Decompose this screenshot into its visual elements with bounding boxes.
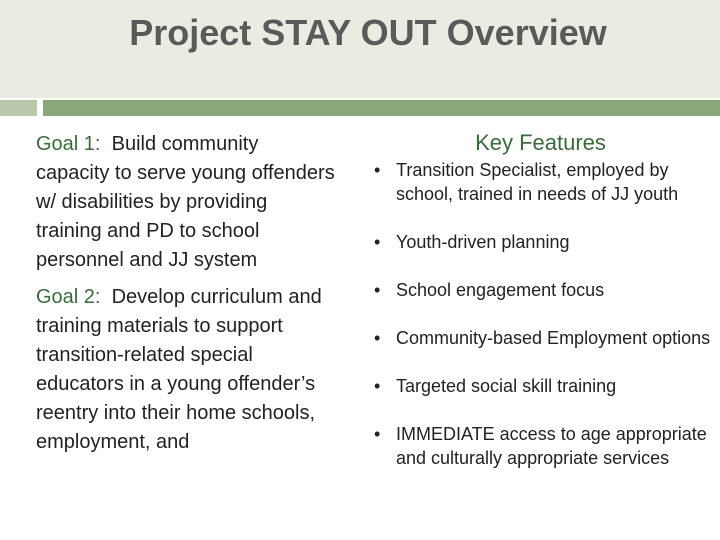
- bullet-icon: •: [374, 328, 381, 348]
- bullet-icon: •: [374, 376, 381, 396]
- divider-accent-light: [0, 100, 37, 116]
- feature-item: [368, 230, 713, 254]
- goal-1-text: Build community capacity to serve young offenders w/ disabilities by providing training and PD to school personnel and JJ system: [36, 133, 335, 271]
- feature-text: IMMEDIATE access to age appropriate and culturally appropriate services: [396, 424, 707, 468]
- feature-text: Targeted social skill training: [396, 376, 617, 396]
- feature-text: Youth-driven planning: [396, 232, 570, 252]
- bullet-icon: •: [374, 280, 381, 300]
- goal-2-label: Goal 2:: [36, 286, 101, 308]
- goals-column: [36, 130, 336, 465]
- feature-item: [368, 422, 713, 470]
- bullet-icon: •: [374, 160, 381, 180]
- bullet-icon: •: [374, 232, 381, 252]
- feature-item: [368, 326, 713, 350]
- goal-2: [36, 283, 336, 457]
- feature-item: [368, 158, 713, 206]
- key-features-title: Key Features: [475, 130, 606, 155]
- goal-2-text: Develop curriculum and training materials to support transition-related special educators in a young offender’s reentry into their home schools, employment, and: [36, 286, 322, 453]
- key-features-column: [368, 130, 713, 494]
- feature-text: Transition Specialist, employed by school, trained in needs of JJ youth: [396, 160, 679, 204]
- feature-text: Community-based Employment options: [396, 328, 711, 348]
- feature-item: [368, 374, 713, 398]
- slide-title: Project STAY OUT Overview: [129, 12, 607, 53]
- feature-text: School engagement focus: [396, 280, 605, 300]
- bullet-icon: •: [374, 424, 381, 444]
- divider-accent-dark: [43, 100, 720, 116]
- goal-1-label: Goal 1:: [36, 133, 101, 155]
- key-features-list: [368, 158, 713, 470]
- goal-1: [36, 130, 336, 275]
- feature-item: [368, 278, 713, 302]
